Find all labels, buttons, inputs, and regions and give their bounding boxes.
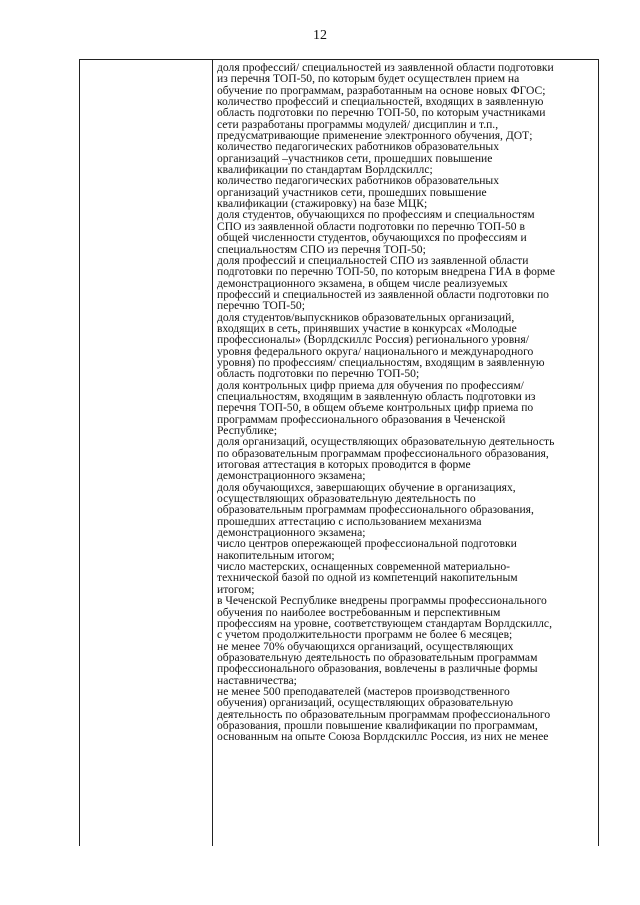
text-line: образования, прошли повышение квалификации по программам, <box>217 718 538 732</box>
text-line: не менее 500 преподавателей (мастеров производственного <box>217 684 510 698</box>
text-line: входящих в сеть, принявших участие в конкурсах «Молодые <box>217 321 517 335</box>
text-line: область подготовки по перечню ТОП-50; <box>217 367 420 381</box>
text-line: итогом; <box>217 582 255 596</box>
text-line: предусматривающие применение электронного обучения, ДОТ; <box>217 129 533 143</box>
text-line: количество педагогических работников образовательных <box>217 174 500 188</box>
text-line: доля профессий и специальностей СПО из заявленной области <box>217 253 529 267</box>
text-line: по образовательным программам профессионального образования, <box>217 446 549 460</box>
text-line: уровня) по профессиям/ специальностям, входящим в заявленную <box>217 355 545 369</box>
text-line: демонстрационного экзамена; <box>217 526 366 540</box>
text-line: специальностям, входящим в заявленную область подготовки из <box>217 389 536 403</box>
text-line: технической базой по одной из компетенций накопительным <box>217 571 518 585</box>
text-line: профессионального образования, вовлечены в различные формы <box>217 662 538 676</box>
text-line: СПО из заявленной области подготовки по перечню ТОП-50 в <box>217 219 525 233</box>
text-line: образовательным программам профессионального образования, <box>217 503 534 517</box>
text-line: наставничества; <box>217 673 297 687</box>
text-line: количество профессий и специальностей, входящих в заявленную <box>217 95 544 109</box>
text-line: число мастерских, оснащенных современной материально- <box>217 560 510 574</box>
text-line: профессионалы» (Ворлдскиллс Россия) регионального уровня/ <box>217 333 529 347</box>
text-line: обучения по наиболее востребованным и перспективным <box>217 605 501 619</box>
text-line: накопительным итогом; <box>217 548 335 562</box>
text-line: квалификации по стандартам Ворлдскиллс; <box>217 163 433 177</box>
text-line: уровня федерального округа/ национального и международного <box>217 344 534 358</box>
text-line: доля профессий/ специальностей из заявленной области подготовки <box>217 61 554 74</box>
text-line: в Чеченской Республике внедрены программы профессионального <box>217 594 547 608</box>
text-line: доля обучающихся, завершающих обучение в организациях, <box>217 480 516 494</box>
text-line: программам профессионального образования в Чеченской <box>217 412 506 426</box>
text-line: образовательную деятельность по образовательным программам <box>217 650 538 664</box>
text-line: прошедших аттестацию с использованием механизма <box>217 514 482 528</box>
text-line: не менее 70% обучающихся организаций, осуществляющих <box>217 639 514 653</box>
text-line: профессий и специальностей из заявленной области подготовки по <box>217 287 549 301</box>
table-left-column <box>80 60 213 846</box>
text-line: общей численности студентов, обучающихся по профессиям и <box>217 231 527 245</box>
text-line: демонстрационного экзамена, в общем числе реализуемых <box>217 276 508 290</box>
text-line: из перечня ТОП-50, по которым будет осуществлен прием на <box>217 72 520 86</box>
text-line: доля контрольных цифр приема для обучения по профессиям/ <box>217 378 524 392</box>
text-line: число центров опережающей профессиональной подготовки <box>217 537 517 551</box>
text-line: с учетом продолжительности программ не более 6 месяцев; <box>217 628 513 642</box>
text-line: профессиям на уровне, соответствующем стандартам Ворлдскиллс, <box>217 616 552 630</box>
text-line: организаций –участников сети, прошедших повышение <box>217 151 493 165</box>
text-line: перечня ТОП-50, в общем объеме контрольных цифр приема по <box>217 401 534 415</box>
text-line: сети разработаны программы модулей/ дисциплин и т.п., <box>217 117 499 131</box>
text-line: доля организаций, осуществляющих образовательную деятельность <box>217 435 555 449</box>
text-line: квалификации (стажировку) на базе МЦК; <box>217 197 428 211</box>
text-line: деятельность по образовательным программам профессионального <box>217 707 551 721</box>
text-line: подготовки по перечню ТОП-50, по которым внедрена ГИА в форме <box>217 265 556 279</box>
text-line: Республике; <box>217 424 278 437</box>
text-line: перечню ТОП-50; <box>217 299 305 313</box>
document-table <box>79 59 599 846</box>
text-line: обучения) организаций, осуществляющих образовательную <box>217 696 514 710</box>
text-line: доля студентов, обучающихся по профессиям и специальностям <box>217 208 535 222</box>
text-line: доля студентов/выпускников образовательных организаций, <box>217 310 515 324</box>
text-line: организаций участников сети, прошедших повышение <box>217 185 487 199</box>
text-line: основанным на опыте Союза Ворлдскиллс Россия, из них не менее <box>217 730 549 744</box>
text-line: осуществляющих образовательную деятельность по <box>217 492 476 506</box>
page-number: 12 <box>313 28 327 43</box>
text-line: обучение по программам, разработанным на основе новых ФГОС; <box>217 83 546 97</box>
text-line: область подготовки по перечню ТОП-50, по которым участниками <box>217 106 546 120</box>
text-line: специальностям СПО из перечня ТОП-50; <box>217 242 426 256</box>
table-right-column-text <box>213 60 598 846</box>
text-line: итоговая аттестация в которых проводится в форме <box>217 458 471 472</box>
text-line: демонстрационного экзамена; <box>217 469 366 483</box>
text-line: количество педагогических работников образовательных <box>217 140 500 154</box>
